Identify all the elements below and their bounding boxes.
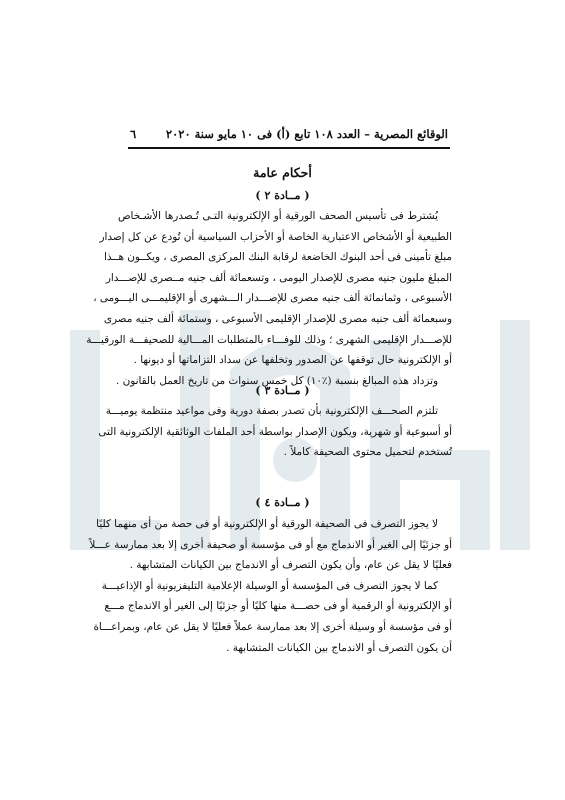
article-line: فعليًا لا يقل عن عام، وأن يكون التصرف أو الاندماج بين الكيانات المتشابهة .	[129, 559, 452, 572]
article-3-body	[98, 401, 452, 463]
article-2-body	[86, 206, 452, 391]
article-line: أو الإلكترونية حال توقفها عن الصدور وتخلفها عن سداد التزاماتها أو ديونها .	[133, 354, 452, 367]
section-title: أحكام عامة	[253, 165, 312, 180]
article-4-heading: ( مــادة ٤ )	[255, 496, 310, 509]
article-line: أو جزئيًا إلى الغير أو الاندماج مع أو فى مؤسسة أو صحيفة أخرى إلا بعد ممارسة عـــلاً	[89, 538, 452, 551]
running-title: الوقائع المصرية – العدد ١٠٨ تابع (أ) فى ١٠ مايو سنة ٢٠٢٠	[165, 127, 448, 141]
article-line: الأسبوعى ، وثمانمائة ألف جنيه مصرى للإصـــدار الـــشهرى أو الإقليمـــى اليـــومى ،	[93, 292, 452, 305]
article-4-body	[89, 514, 452, 658]
article-line: تُستخدم لتحميل محتوى الصحيفة كاملاً .	[283, 446, 452, 459]
article-line: مبلغ تأمينى فى أحد البنوك الخاضعة لرقابة البنك المركزى المصرى ، ويكــون هــذا	[104, 251, 452, 264]
article-line: أو فى مؤسسة أو وسيلة أخرى إلا بعد ممارسة عملاً فعليًا لا يقل عن عام، وبمراعـــاة	[93, 620, 452, 633]
article-line: تلتزم الصحـــف الإلكترونية بأن تصدر بصفة دورية وفى مواعيد منتظمة يوميـــة	[105, 405, 438, 417]
article-line: المبلغ مليون جنيه مصرى للإصدار اليومى ، وتسعمائة ألف جنيه مــصرى للإصـــدار	[105, 271, 452, 284]
article-line: وتزداد هذه المبالغ بنسبة (٪١٠) كل خمس سنوات من تاريخ العمل بالقانون .	[115, 374, 438, 387]
article-line: الطبيعية أو الأشخاص الاعتبارية الخاصة أو الأحزاب السياسية أن تُودع عن كل إصدار	[99, 230, 452, 243]
header-divider	[128, 147, 450, 149]
page-number: ٦	[130, 127, 137, 141]
article-2-heading: ( مــادة ٢ )	[255, 189, 310, 202]
article-line: وسبعمائة ألف جنيه مصرى للإصدار الإقليمى الأسبوعى ، وستمائة ألف جنيه مصرى	[103, 312, 452, 325]
article-line: أن يكون التصرف أو الاندماج بين الكيانات المتشابهة .	[226, 641, 452, 654]
article-line: يُشترط فى تأسيس الصحف الورقية أو الإلكترونية التـى تُـصدرها الأشـخاص	[118, 210, 438, 222]
article-line: لا يجوز التصرف فى الصحيفة الورقية أو الإلكترونية أو فى حصة من أى منهما كليًا	[96, 518, 438, 530]
article-line: كما لا يجوز التصرف فى المؤسسة أو الوسيلة الإعلامية التليفزيونية أو الإذاعيـــة	[101, 579, 438, 592]
article-line: أو الإلكترونية أو الرقمية أو فى حصـــة منها كليًا أو جزئيًا إلى الغير أو الاندماج مـــع	[104, 600, 452, 613]
article-line: أو أسبوعية أو شهرية، ويكون الإصدار بواسطة أحد الملفات الوثائقية الإلكترونية التى	[98, 425, 452, 438]
article-line: للإصـــدار الإقليمى الشهرى ؛ وذلك للوفـــاء بالمتطلبات المـــالية للصحيفـــة الورقيـــة	[86, 333, 452, 346]
page-header	[130, 127, 448, 141]
article-3-heading: ( مــادة ٣ )	[255, 384, 310, 397]
